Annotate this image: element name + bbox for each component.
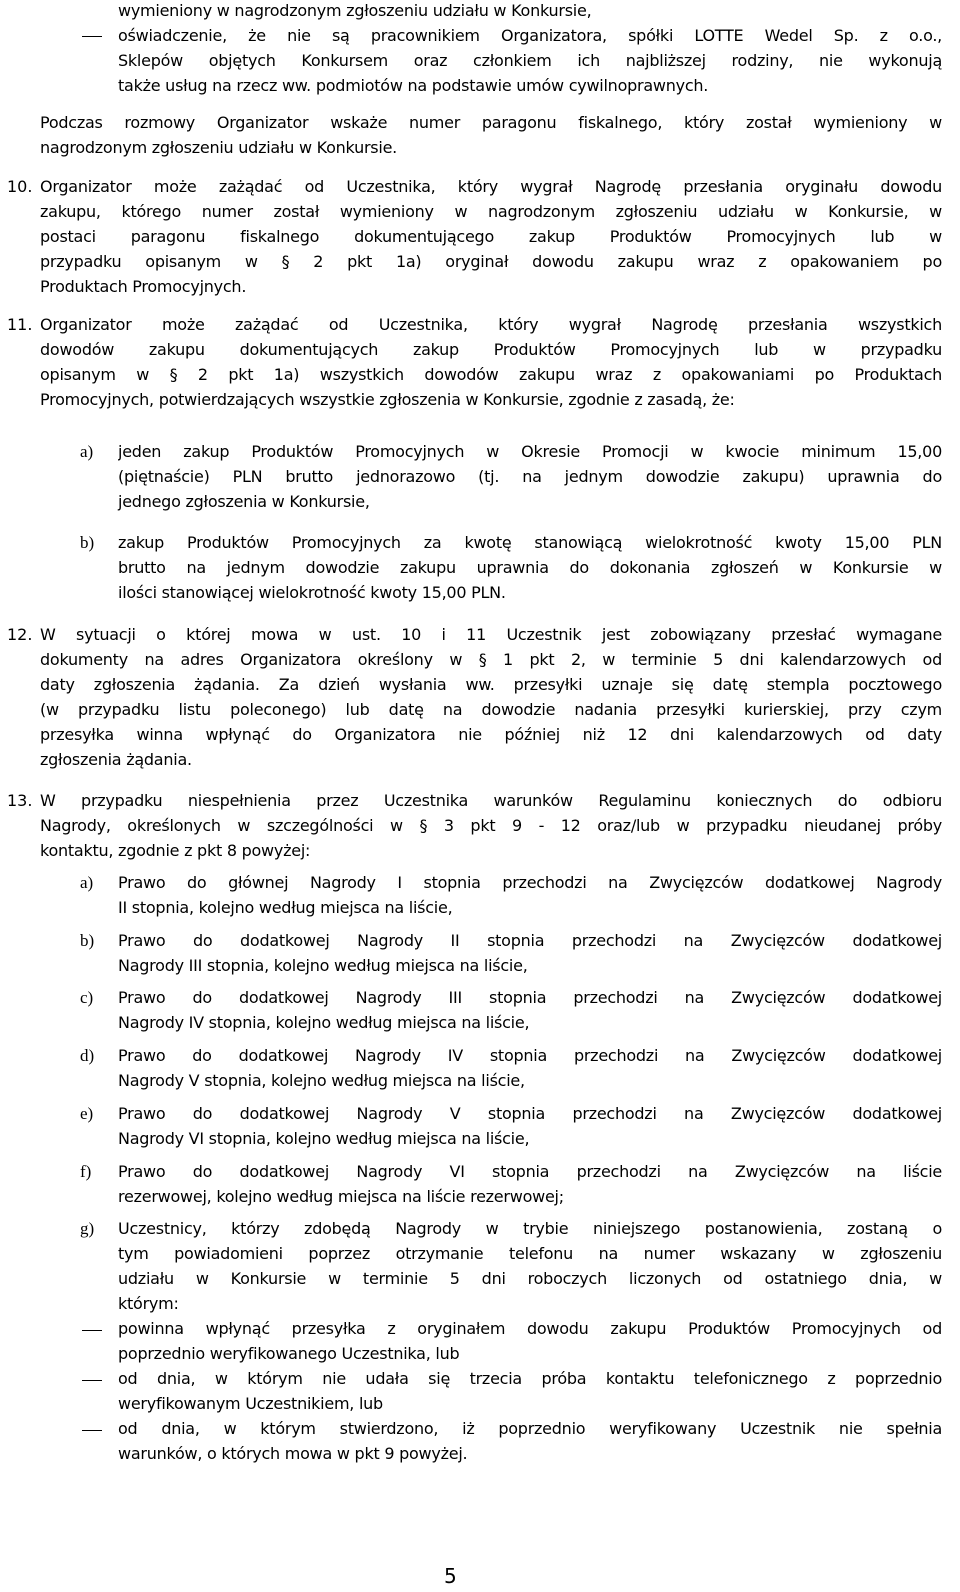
page-number: 5: [444, 1564, 457, 1588]
text-line: postaci paragonu fiskalnego dokumentującego zakup Produktów Promocyjnych lub w: [40, 227, 942, 246]
list-marker: d): [80, 1046, 95, 1065]
text-line: zgłoszenia żądania.: [40, 750, 192, 769]
text-line: brutto na jednym dowodzie zakupu uprawnia do dokonania zgłoszeń w Konkursie w: [118, 558, 942, 577]
text-line: zakupu, którego numer został wymieniony w nagrodzonym zgłoszeniu udziału w Konkursie, w: [40, 202, 942, 221]
text-line: wymieniony w nagrodzonym zgłoszeniu udziału w Konkursie,: [118, 1, 592, 20]
text-line: jeden zakup Produktów Promocyjnych w Okresie Promocji w kwocie minimum 15,00: [118, 442, 942, 461]
text-line: od dnia, w którym stwierdzono, iż poprzednio weryfikowany Uczestnik nie spełnia: [118, 1419, 942, 1438]
text-line: Prawo do głównej Nagrody I stopnia przechodzi na Zwycięzców dodatkowej Nagrody: [118, 873, 942, 892]
dash-bullet: [82, 1430, 102, 1431]
text-line: powinna wpłynąć przesyłka z oryginałem dowodu zakupu Produktów Promocyjnych od: [118, 1319, 942, 1338]
text-line: (piętnaście) PLN brutto jednorazowo (tj. na jednym dowodzie zakupu) uprawnia do: [118, 467, 942, 486]
text-line: którym:: [118, 1294, 179, 1313]
text-line: W sytuacji o której mowa w ust. 10 i 11 Uczestnik jest zobowiązany przesłać wymagane: [40, 625, 942, 644]
text-line: (w przypadku listu poleconego) lub datę na dowodzie nadania przesyłki kurierskiej, przy czym: [40, 700, 942, 719]
list-marker: f): [80, 1162, 92, 1181]
text-line: warunków, o których mowa w pkt 9 powyżej.: [118, 1444, 468, 1463]
text-line: Uczestnicy, którzy zdobędą Nagrody w trybie niniejszego postanowienia, zostaną o: [118, 1219, 942, 1238]
text-line: Sklepów objętych Konkursem oraz członkiem ich najbliższej rodziny, nie wykonują: [118, 51, 942, 70]
item-number: 10.: [7, 177, 33, 196]
list-marker: b): [80, 533, 95, 552]
text-line: dokumenty na adres Organizatora określony w § 1 pkt 2, w terminie 5 dni kalendarzowych od: [40, 650, 942, 669]
text-line: od dnia, w którym nie udała się trzecia próba kontaktu telefonicznego z poprzednio: [118, 1369, 942, 1388]
list-marker: g): [80, 1219, 95, 1238]
dash-bullet: [82, 1330, 102, 1331]
list-marker: b): [80, 931, 95, 950]
text-line: Nagrody IV stopnia, kolejno według miejsca na liście,: [118, 1013, 530, 1032]
text-line: Prawo do dodatkowej Nagrody V stopnia przechodzi na Zwycięzców dodatkowej: [118, 1104, 942, 1123]
text-line: Nagrody VI stopnia, kolejno według miejsca na liście,: [118, 1129, 530, 1148]
dash-bullet: [82, 36, 102, 37]
list-marker: c): [80, 988, 94, 1007]
text-line: rezerwowej, kolejno według miejsca na liście rezerwowej;: [118, 1187, 564, 1206]
text-line: Nagrody III stopnia, kolejno według miejsca na liście,: [118, 956, 528, 975]
text-line: Nagrody V stopnia, kolejno według miejsca na liście,: [118, 1071, 525, 1090]
text-line: Organizator może zażądać od Uczestnika, który wygrał Nagrodę przesłania oryginału dowodu: [40, 177, 942, 196]
list-marker: e): [80, 1104, 94, 1123]
text-line: Prawo do dodatkowej Nagrody III stopnia przechodzi na Zwycięzców dodatkowej: [118, 988, 942, 1007]
text-line: jednego zgłoszenia w Konkursie,: [118, 492, 370, 511]
text-line: Podczas rozmowy Organizator wskaże numer paragonu fiskalnego, który został wymieniony w: [40, 113, 942, 132]
text-line: poprzednio weryfikowanego Uczestnika, lub: [118, 1344, 460, 1363]
text-line: Organizator może zażądać od Uczestnika, który wygrał Nagrodę przesłania wszystkich: [40, 315, 942, 334]
text-line: kontaktu, zgodnie z pkt 8 powyżej:: [40, 841, 311, 860]
item-number: 11.: [7, 315, 33, 334]
text-line: oświadczenie, że nie są pracownikiem Organizatora, spółki LOTTE Wedel Sp. z o.o.,: [118, 26, 942, 45]
text-line: Prawo do dodatkowej Nagrody IV stopnia przechodzi na Zwycięzców dodatkowej: [118, 1046, 942, 1065]
text-line: Prawo do dodatkowej Nagrody II stopnia przechodzi na Zwycięzców dodatkowej: [118, 931, 942, 950]
list-marker: a): [80, 442, 94, 461]
text-line: daty zgłoszenia żądania. Za dzień wysłania ww. przesyłki uznaje się datę stempla pocztowego: [40, 675, 942, 694]
text-line: zakup Produktów Promocyjnych za kwotę stanowiącą wielokrotność kwoty 15,00 PLN: [118, 533, 942, 552]
text-line: także usług na rzecz ww. podmiotów na podstawie umów cywilnoprawnych.: [118, 76, 709, 95]
list-marker: a): [80, 873, 94, 892]
text-line: udziału w Konkursie w terminie 5 dni roboczych liczonych od ostatniego dnia, w: [118, 1269, 942, 1288]
text-line: przesyłka winna wpłynąć do Organizatora nie później niż 12 dni kalendarzowych od daty: [40, 725, 942, 744]
text-line: Prawo do dodatkowej Nagrody VI stopnia przechodzi na Zwycięzców na liście: [118, 1162, 942, 1181]
dash-bullet: [82, 1380, 102, 1381]
text-line: weryfikowanym Uczestnikiem, lub: [118, 1394, 383, 1413]
text-line: Produktach Promocyjnych.: [40, 277, 247, 296]
text-line: II stopnia, kolejno według miejsca na liście,: [118, 898, 453, 917]
text-line: przypadku opisanym w § 2 pkt 1a) oryginał dowodu zakupu wraz z opakowaniem po: [40, 252, 942, 271]
item-number: 12.: [7, 625, 33, 644]
item-number: 13.: [7, 791, 33, 810]
text-line: W przypadku niespełnienia przez Uczestnika warunków Regulaminu koniecznych do odbioru: [40, 791, 942, 810]
text-line: Nagrody, określonych w szczególności w § 3 pkt 9 - 12 oraz/lub w przypadku nieudanej próby: [40, 816, 942, 835]
text-line: opisanym w § 2 pkt 1a) wszystkich dowodów zakupu wraz z opakowaniami po Produktach: [40, 365, 942, 384]
text-line: Promocyjnych, potwierdzających wszystkie zgłoszenia w Konkursie, zgodnie z zasadą, że:: [40, 390, 735, 409]
text-line: tym powiadomieni poprzez otrzymanie telefonu na numer wskazany w zgłoszeniu: [118, 1244, 942, 1263]
text-line: nagrodzonym zgłoszeniu udziału w Konkursie.: [40, 138, 397, 157]
text-line: dowodów zakupu dokumentujących zakup Produktów Promocyjnych lub w przypadku: [40, 340, 942, 359]
text-line: ilości stanowiącej wielokrotność kwoty 15,00 PLN.: [118, 583, 506, 602]
